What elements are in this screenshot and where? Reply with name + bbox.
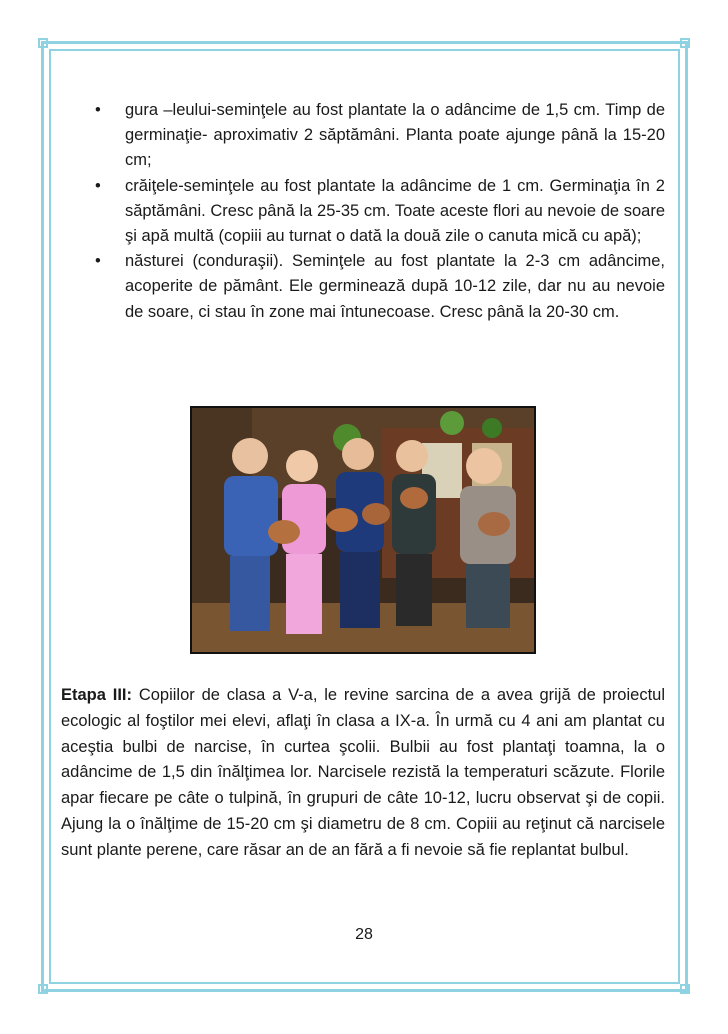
plant-list	[95, 98, 665, 325]
list-item-text: crăiţele-seminţele au fost plantate la adâncime de 1 cm. Germinaţia în 2 săptămâni. Cresc până la 25-35 cm. Toate aceste flori au nevoie de soare şi apă multă (copiii au turnat o dată la două zile o canuta mică cu apă);	[125, 176, 665, 246]
list-item	[95, 249, 665, 325]
etapa-text: Copiilor de clasa a V-a, le revine sarcina de a avea grijă de proiectul ecologic al foştilor mei elevi, aflaţi în clasa a IX-a. În urmă cu 4 ani am plantat cu aceştia bulbi de narcise, în curtea şcolii. Bulbii au fost plantaţi toamna, la o adâncime de 1,5 din înălţimea lor. Narcisele rezistă la temperaturi scăzute. Florile apar fiecare pe câte o tulpină, în grupuri de câte 10-12, lucru observat şi de copii. Ajung la o înălţime de 15-20 cm şi diametru de 8 cm. Copiii au reţinut că narcisele sunt plante perene, care răsar an de an fără a fi nevoie să fie replantat bulbul.	[61, 686, 665, 859]
border-corner	[38, 984, 48, 994]
border-corner	[680, 38, 690, 48]
border-corner	[680, 984, 690, 994]
children-with-pots-photo	[190, 406, 536, 654]
list-item	[95, 98, 665, 174]
bullet-icon: •	[95, 252, 101, 271]
border-corner	[38, 38, 48, 48]
etapa-label: Etapa III:	[61, 686, 132, 704]
bullet-icon: •	[95, 101, 101, 119]
page-number: 28	[355, 926, 373, 943]
bullet-icon: •	[95, 176, 101, 195]
etapa-paragraph	[61, 683, 665, 864]
list-item-text: năsturei (conduraşii). Seminţele au fost plantate la 2-3 cm adâncime, acoperite de pământ. Ele germinează după 10-12 zile, dar nu au nevoie de soare, ci stau în zone mai întunecoase. Cresc până la 20-30 cm.	[125, 252, 665, 321]
list-item-text: gura –leului-seminţele au fost plantate la o adâncime de 1,5 cm. Timp de germinaţie- aproximativ 2 săptămâni. Planta poate ajunge până la 15-20 cm;	[125, 101, 665, 170]
list-item	[95, 174, 665, 250]
